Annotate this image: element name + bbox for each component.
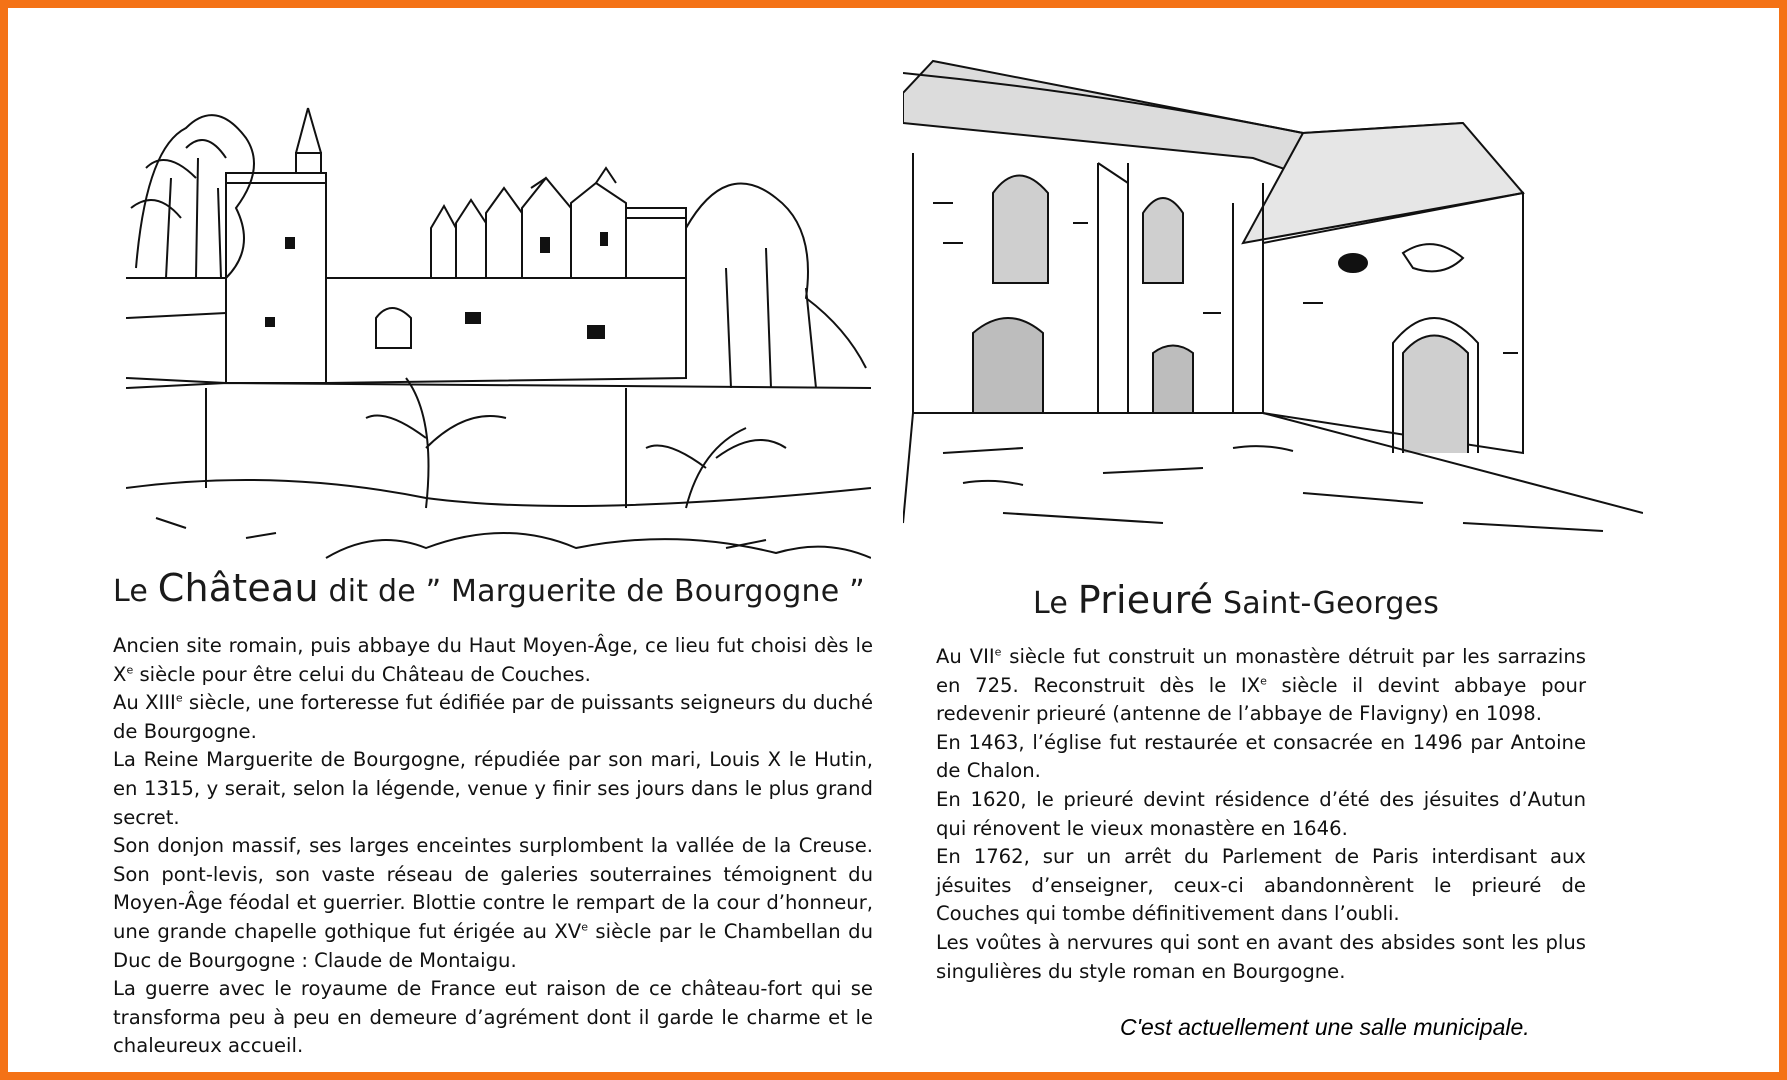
chateau-title (113, 566, 865, 610)
chateau-paragraph: La guerre avec le royaume de France eut raison de ce château-fort qui se transforma peu à peu en demeure d’agrément dont il garde le charme et le chaleureux accueil. (113, 977, 873, 1058)
prieure-paragraph: En 1620, le prieuré devint résidence d’été des jésuites d’Autun qui rénovent le vieux monastère en 1646. (936, 787, 1586, 840)
prieure-title-prefix: Le (1033, 586, 1078, 621)
chateau-text (113, 632, 873, 1061)
prieure-closing-note: C'est actuellement une salle municipale. (1120, 1014, 1530, 1040)
chateau-illustration (126, 88, 871, 563)
chateau-title-prefix: Le (113, 574, 158, 609)
prieure-title (1033, 578, 1439, 622)
chateau-paragraph: Son donjon massif, ses larges enceintes surplombent la vallée de la Creuse. Son pont-levis, son vaste réseau de galeries souterraines témoignent du Moyen-Âge féodal et guerrier. Blottie contre le rempart de la cour d’honneur, une grande chapelle gothique fut érigée au XVe siècle par le Chambellan du Duc de Bourgogne : Claude de Montaigu. (113, 834, 874, 972)
castle-drawing-icon (126, 88, 871, 563)
chateau-paragraph: Ancien site romain, puis abbaye du Haut Moyen-Âge, ce lieu fut choisi dès le Xe siècle pour être celui du Château de Couches. (113, 634, 873, 686)
prieure-paragraph: En 1762, sur un arrêt du Parlement de Paris interdisant aux jésuites d’enseigner, ceux-ci abandonnèrent le prieuré de Couches qui tombe définitivement dans l’oubli. (936, 845, 1586, 926)
prieure-paragraph: Au VIIe siècle fut construit un monastère détruit par les sarrazins en 725. Reconstruit dès le IXe siècle il devint abbaye pour redevenir prieuré (antenne de l’abbaye de Flavigny) en 1098. (936, 645, 1586, 726)
prieure-title-suffix: Saint-Georges (1213, 586, 1440, 621)
chateau-paragraph: Au XIIIe siècle, une forteresse fut édifiée par de puissants seigneurs du duché de Bourgogne. (113, 691, 874, 743)
prieure-paragraph: En 1463, l’église fut restaurée et consacrée en 1496 par Antoine de Chalon. (936, 730, 1586, 783)
chateau-title-suffix: dit de ” Marguerite de Bourgogne ” (318, 574, 865, 609)
chateau-paragraph: La Reine Marguerite de Bourgogne, répudiée par son mari, Louis X le Hutin, en 1315, y serait, selon la légende, venue y finir ses jours dans le plus grand secret. (113, 748, 873, 829)
priory-drawing-icon (903, 53, 1643, 553)
prieure-illustration (903, 53, 1643, 553)
prieure-title-main: Prieuré (1077, 578, 1214, 622)
prieure-text (936, 643, 1586, 986)
prieure-paragraph: Les voûtes à nervures qui sont en avant des absides sont les plus singulières du style roman en Bourgogne. (936, 930, 1586, 983)
chateau-title-main: Château (157, 566, 319, 610)
